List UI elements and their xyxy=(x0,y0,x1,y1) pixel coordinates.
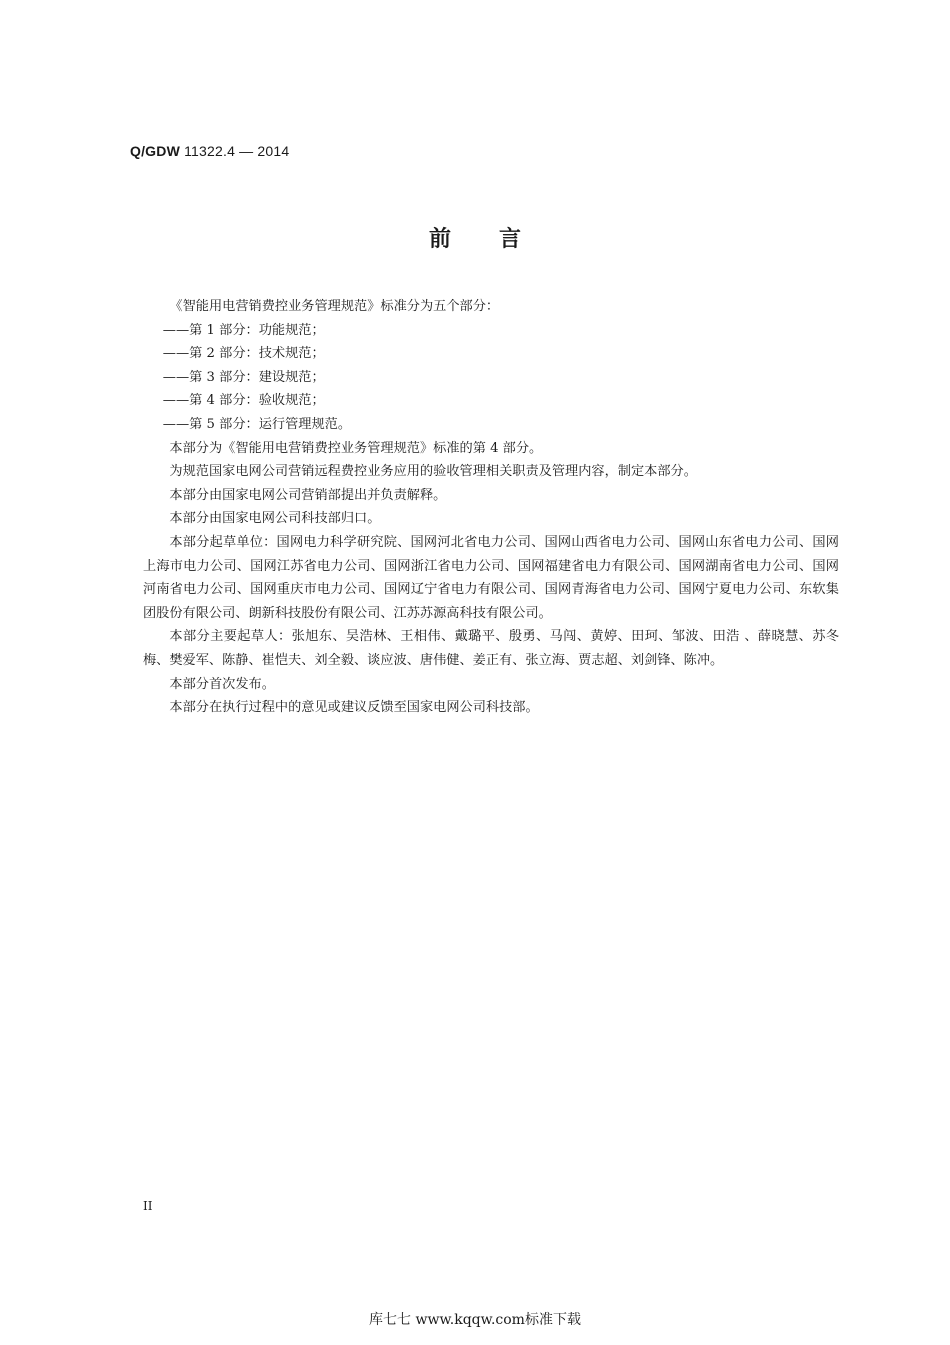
paragraph-purpose: 为规范国家电网公司营销远程费控业务应用的验收管理相关职责及管理内容，制定本部分。 xyxy=(169,464,697,480)
part-list-item: ——第 1 部分：功能规范； xyxy=(162,322,325,338)
paragraph-first-release: 本部分首次发布。 xyxy=(169,676,275,692)
document-code xyxy=(130,143,289,159)
foreword-body xyxy=(143,295,839,720)
part-list-item: ——第 4 部分：验收规范； xyxy=(162,393,325,409)
paragraph-drafters: 本部分主要起草人：张旭东、吴浩林、王相伟、戴璐平、殷勇、马闯、黄婷、田珂、邹波、田浩 、薛晓慧、苏冬梅、樊爱军、陈静、崔恺夫、刘全毅、谈应波、唐伟健、姜正有、张立海、贾志超、刘剑锋、陈冲。 xyxy=(143,629,839,668)
page-number: II xyxy=(143,1199,153,1213)
paragraph-centralized: 本部分由国家电网公司科技部归口。 xyxy=(169,511,381,527)
intro-paragraph: 《智能用电营销费控业务管理规范》标准分为五个部分： xyxy=(169,299,500,314)
document-code-number: 11322.4 — 2014 xyxy=(180,143,290,159)
page-title: 前言 xyxy=(428,227,569,252)
paragraph-feedback: 本部分在执行过程中的意见或建议反馈至国家电网公司科技部。 xyxy=(169,700,539,716)
part-list-item: ——第 2 部分：技术规范； xyxy=(162,346,325,362)
part-list-item: ——第 3 部分：建设规范； xyxy=(162,369,325,385)
document-code-prefix: Q/GDW xyxy=(130,143,180,159)
part-list-item: ——第 5 部分：运行管理规范。 xyxy=(162,416,352,432)
footer-watermark: 库七七 www.kqqw.com标准下载 xyxy=(369,1312,581,1328)
paragraph-proposer: 本部分由国家电网公司营销部提出并负责解释。 xyxy=(169,487,447,503)
paragraph-part-scope: 本部分为《智能用电营销费控业务管理规范》标准的第 4 部分。 xyxy=(169,440,543,456)
paragraph-drafting-units: 本部分起草单位：国网电力科学研究院、国网河北省电力公司、国网山西省电力公司、国网山东省电力公司、国网上海市电力公司、国网江苏省电力公司、国网浙江省电力公司、国网福建省电力有限公司、国网湖南省电力公司、国网河南省电力公司、国网重庆市电力公司、国网辽宁省电力有限公司、国网青海省电力公司、国网宁夏电力公司、东软集团股份有限公司、朗新科技股份有限公司、江苏苏源高科技有限公司。 xyxy=(143,534,839,621)
